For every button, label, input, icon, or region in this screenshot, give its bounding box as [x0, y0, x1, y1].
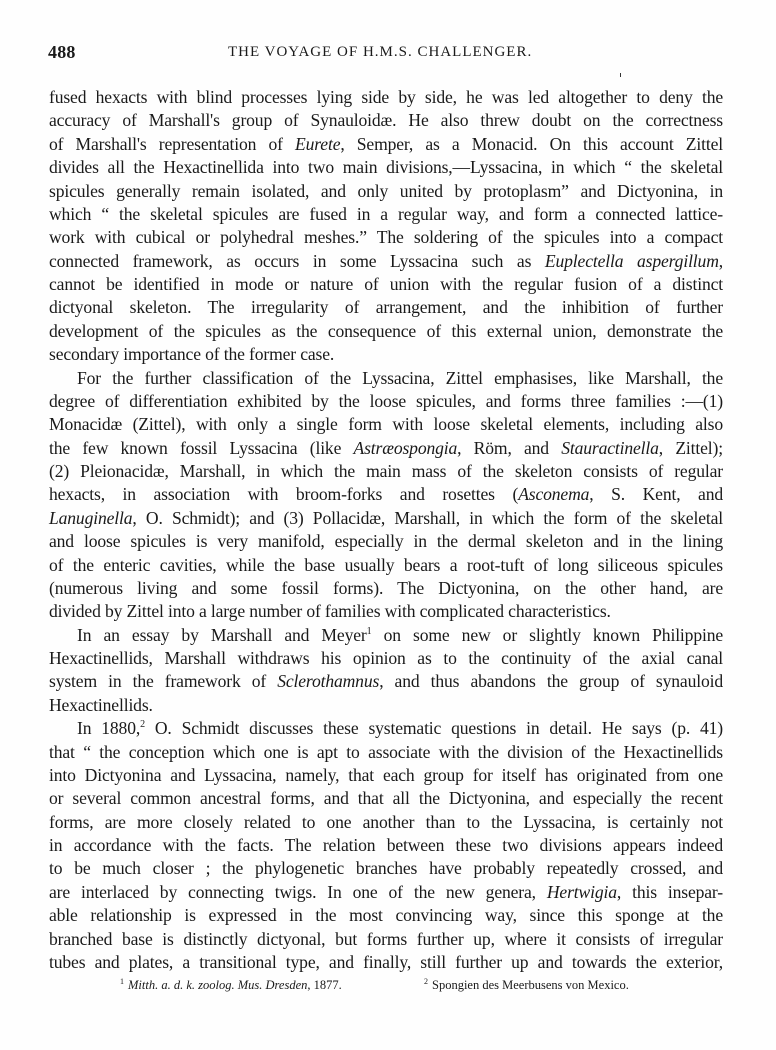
body-text [49, 86, 723, 974]
text-line [49, 554, 723, 577]
text-line [49, 343, 723, 366]
line-text: into Dictyonina and Lyssacina, namely, that each group for itself has originated from one [49, 764, 723, 785]
footnote-1 [120, 978, 342, 993]
line-text: that “ the conception which one is apt to associate with the division of the Hexactinellids [49, 741, 723, 762]
line-text: (2) Pleionacidæ, Marshall, in which the main mass of the skeleton consists of regular [49, 461, 723, 481]
line-text: and loose spicules is very manifold, especially in the dermal skeleton and in the lining [49, 531, 723, 552]
line-text: , S. Kent, and [589, 484, 723, 505]
line-text: (numerous living and some fossil forms). The Dictyonina, on the other hand, are [49, 577, 723, 598]
text-line [49, 834, 723, 857]
line-text: of Marshall's representation of [49, 133, 296, 154]
line-text: to be much closer ; the phylogenetic branches have probably repeatedly crossed, and [49, 858, 723, 879]
line-text: In 1880, [77, 718, 141, 739]
text-line [49, 226, 723, 249]
line-text: divides all the Hexactinellida into two main divisions,—Lyssacina, in which “ the skeletal [49, 157, 723, 178]
line-text: development of the spicules as the consequence of this external union, demonstrate the [49, 320, 723, 341]
line-text: divided by Zittel into a large number of families with complicated characteristics. [49, 601, 611, 622]
text-line [49, 320, 723, 343]
text-line [49, 647, 723, 670]
text-line [49, 390, 723, 413]
line-text: on some new or slightly known Philippine [371, 624, 724, 645]
footnote-year: , 1877. [307, 978, 342, 992]
line-text: are interlaced by connecting twigs. In one of the new genera, [49, 881, 547, 902]
text-line [49, 670, 723, 693]
text-line [49, 600, 723, 623]
line-text: fused hexacts with blind processes lying side by side, he was led altogether to deny the [49, 87, 723, 107]
text-line [49, 296, 723, 319]
text-line [49, 367, 723, 390]
text-line [49, 86, 723, 109]
line-text: system in the framework of [49, 671, 278, 692]
taxon-name: Hertwigia [546, 881, 617, 902]
text-line [49, 156, 723, 179]
line-text: secondary importance of the former case. [49, 344, 335, 365]
text-line [49, 881, 723, 904]
taxon-name: Lanuginella [49, 507, 133, 528]
scan-speck [620, 73, 621, 77]
text-line [49, 577, 723, 600]
footnotes [0, 978, 776, 996]
text-line [49, 764, 723, 787]
page-number: 488 [48, 42, 76, 62]
running-title: THE VOYAGE OF H.M.S. CHALLENGER. [228, 44, 533, 60]
text-line [49, 460, 723, 483]
line-text: cannot be identified in mode or nature of union with the regular fusion of a distinct [49, 274, 723, 294]
text-line [49, 717, 723, 740]
text-line [49, 133, 723, 156]
text-line [49, 180, 723, 203]
taxon-name: Asconema [518, 484, 590, 505]
line-text: of the enteric cavities, while the base usually bears a root-tuft of long siliceous spicules [49, 554, 723, 575]
line-text: In an essay by Marshall and Meyer [77, 624, 367, 645]
line-text: spicules generally remain isolated, and only united by protoplasm” and Dictyonina, in [49, 180, 723, 201]
text-line [49, 203, 723, 226]
line-text: tubes and plates, a transitional type, and finally, still further up and towards the exterior, [49, 951, 723, 972]
line-text: O. Schmidt discusses these systematic questions in detail. He says (p. 41) [144, 718, 723, 739]
text-line [49, 811, 723, 834]
line-text: hexacts, in association with broom-forks and rosettes ( [49, 484, 519, 505]
footnote-marker: 2 [424, 977, 428, 986]
line-text: , Röm, and [457, 437, 562, 458]
line-text: or several common ancestral forms, and that all the Dictyonina, and especially the recent [49, 788, 723, 809]
line-text: , Semper, as a Monacid. On this account Zittel [340, 133, 723, 154]
text-line [49, 507, 723, 530]
line-text: , Zittel); [658, 437, 723, 458]
text-line [49, 951, 723, 974]
footnote-reference: 2 [140, 719, 145, 731]
line-text: branched base is distinctly dictyonal, but forms further up, where it consists of irregular [49, 928, 723, 949]
running-head [48, 42, 724, 64]
text-line [49, 694, 723, 717]
taxon-name: Eurete [295, 133, 341, 154]
text-line [49, 273, 723, 296]
text-line [49, 787, 723, 810]
text-line [49, 250, 723, 273]
text-line [49, 741, 723, 764]
taxon-name: Astræospongia [353, 437, 458, 458]
text-line [49, 530, 723, 553]
line-text: For the further classification of the Lyssacina, Zittel emphasises, like Marshall, the [77, 367, 723, 388]
footnote-citation: Mitth. a. d. k. zoolog. Mus. Dresden [128, 978, 308, 992]
footnote-marker: 1 [120, 977, 124, 986]
line-text: , and thus abandons the group of synauloid [379, 671, 723, 692]
text-line [49, 624, 723, 647]
line-text: degree of differentiation exhibited by the loose spicules, and forms three families :—(1) [49, 390, 723, 411]
text-line [49, 109, 723, 132]
taxon-name: Euplectella aspergillum [544, 250, 719, 271]
line-text: Hexactinellids, Marshall withdraws his opinion as to the continuity of the axial canal [49, 648, 723, 668]
footnote-citation: Spongien des Meerbusens von Mexico. [432, 978, 629, 992]
line-text: able relationship is expressed in the most convincing way, since this sponge at the [49, 905, 723, 926]
line-text: Monacidæ (Zittel), with only a single form with loose skeletal elements, including also [49, 414, 723, 435]
footnote-reference: 1 [366, 625, 372, 637]
line-text: the few known fossil Lyssacina (like [49, 437, 354, 458]
footnote-2 [424, 978, 629, 993]
line-text: , [718, 250, 723, 271]
text-line [49, 904, 723, 927]
line-text: forms, are more closely related to one another than to the Lyssacina, is certainly not [49, 811, 723, 832]
taxon-name: Stauractinella [561, 437, 659, 458]
text-line [49, 483, 723, 506]
line-text: which “ the skeletal spicules are fused in a regular way, and form a connected lattice- [49, 203, 723, 224]
taxon-name: Sclerothamnus [277, 671, 380, 692]
line-text: work with cubical or polyhedral meshes.” The soldering of the spicules into a compact [49, 227, 723, 248]
line-text: Hexactinellids. [49, 694, 153, 715]
line-text: , O. Schmidt); and (3) Pollacidæ, Marshall, in which the form of the skeletal [132, 507, 723, 528]
line-text: in accordance with the facts. The relation between these two divisions appears indeed [49, 835, 723, 855]
line-text: connected framework, as occurs in some Lyssacina such as [49, 250, 545, 271]
line-text: dictyonal skeleton. The irregularity of arrangement, and the inhibition of further [49, 297, 723, 318]
text-line [49, 928, 723, 951]
text-line [49, 413, 723, 436]
line-text: accuracy of Marshall's group of Synauloidæ. He also threw doubt on the correctness [49, 110, 723, 131]
line-text: , this insepar- [616, 881, 723, 902]
text-line [49, 857, 723, 880]
text-line [49, 437, 723, 460]
